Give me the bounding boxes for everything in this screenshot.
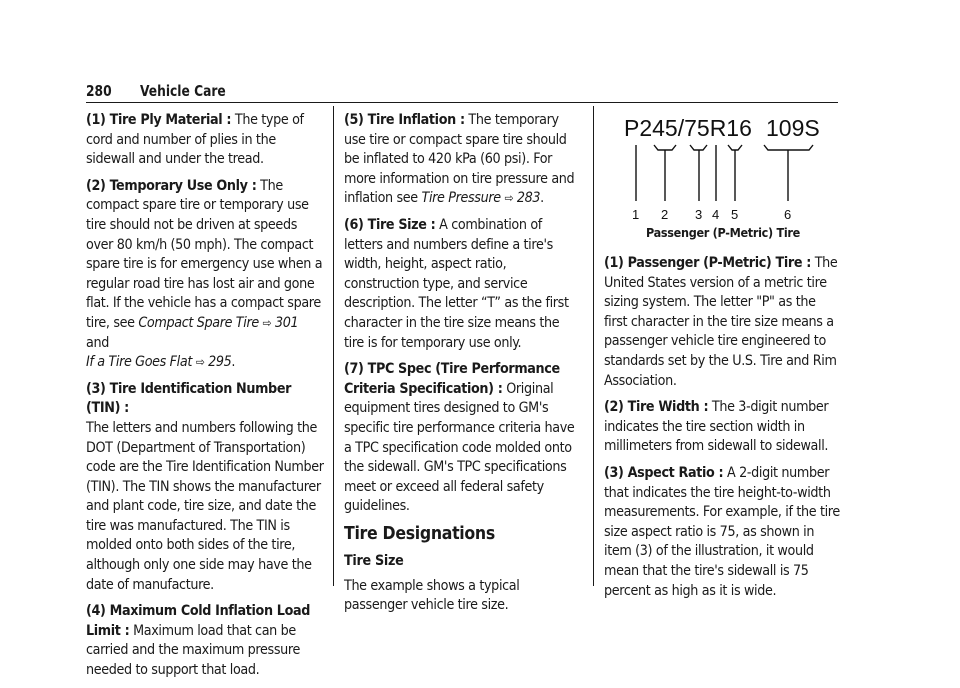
column-divider-1 xyxy=(333,106,334,586)
item-tin: (3) Tire Identification Number (TIN) : The letters and numbers following the DOT (Department of Transportation) code are the Tire Identification Number (TIN). The TIN shows the manufacturer and plant code, tire size, and date the tire was manufactured. The TIN is molded onto both sides of the tire, although only one side may have the date of manufacture. xyxy=(86,380,324,593)
item-aspect-ratio: (3) Aspect Ratio : A 2-digit number that indicates the tire height-to-width measurements. For example, if the tire size aspect ratio is 75, as shown in item (3) of the illustration, it would mean that the tire's sidewall is 75 percent as high as it is wide. xyxy=(604,464,840,599)
header-rule xyxy=(86,102,838,103)
arrow-right-icon: ⇨ xyxy=(504,191,514,206)
item-temporary-use-only: (2) Temporary Use Only : The compact spare tire or temporary use tire should not be driven at speeds over 80 km/h (50 mph). The compact spare tire is for emergency use when a regular road tire has lost air and gone flat. If the vehicle has a compact spare tire, see Compact Spare Tire ⇨ 301 and If a Tire Goes Flat ⇨ 295. xyxy=(86,177,323,371)
column-left xyxy=(86,111,324,688)
section-heading: Tire Designations xyxy=(344,523,495,544)
callout-5: 5 xyxy=(731,207,739,222)
page-header xyxy=(86,82,838,104)
item-passenger-p-metric: (1) Passenger (P-Metric) Tire : The United States version of a metric tire sizing system. The letter "P" as the first character in the tire size means a passenger vehicle tire engineered to standards set by the U.S. Tire and Rim Association. xyxy=(604,255,838,389)
link-tire-pressure[interactable]: Tire Pressure xyxy=(421,190,501,207)
page-ref-283[interactable]: 283 xyxy=(513,190,541,207)
load-speed-code: 109S xyxy=(766,115,820,141)
tire-size-code: P245/75R16 xyxy=(624,115,752,141)
arrow-right-icon: ⇨ xyxy=(195,355,205,370)
section-title: Vehicle Care xyxy=(140,82,226,100)
callout-6: 6 xyxy=(784,207,792,222)
arrow-right-icon: ⇨ xyxy=(262,315,272,330)
item-tire-size: (6) Tire Size : A combination of letters and numbers define a tire's width, height, aspect ratio, construction type, and service description. The letter “T” as the first character in the tire size means the tire is for temporary use only. xyxy=(344,216,569,351)
item-tire-inflation: (5) Tire Inflation : The temporary use tire or compact spare tire should be inflated to 420 kPa (60 psi). For more information on tire pressure and inflation see Tire Pressure ⇨ 283. xyxy=(344,112,575,207)
tire-size-illustration xyxy=(604,113,842,225)
link-compact-spare-tire[interactable]: Compact Spare Tire xyxy=(138,314,259,331)
tire-size-intro: The example shows a typical passenger vehicle tire size. xyxy=(344,577,520,614)
item-tire-width: (2) Tire Width : The 3-digit number indicates the tire section width in millimeters from sidewall to sidewall. xyxy=(604,399,829,455)
page-ref-295[interactable]: 295 xyxy=(204,354,232,371)
callout-3: 3 xyxy=(695,207,703,222)
column-right xyxy=(604,111,842,608)
callout-1: 1 xyxy=(632,207,640,222)
callout-2: 2 xyxy=(661,207,669,222)
subsection-heading: Tire Size xyxy=(344,552,404,569)
item-max-cold-inflation: (4) Maximum Cold Inflation Load Limit : Maximum load that can be carried and the maximum pressure needed to support that load. xyxy=(86,603,311,679)
callout-lines xyxy=(636,145,813,201)
item-tire-ply-material: (1) Tire Ply Material : The type of cord and number of plies in the sidewall and under the tread. xyxy=(86,112,304,168)
column-divider-2 xyxy=(593,106,594,586)
page-ref-301[interactable]: 301 xyxy=(271,314,299,331)
column-middle xyxy=(344,111,582,623)
link-if-a-tire-goes-flat[interactable]: If a Tire Goes Flat xyxy=(86,354,192,371)
item-tpc-spec: (7) TPC Spec (Tire Performance Criteria Specification) : Original equipment tires designed to GM's specific tire performance criteria have a TPC specification code molded onto the sidewall. GM's TPC specifications meet or exceed all federal safety guidelines. xyxy=(344,361,575,515)
tire-size-diagram xyxy=(604,113,842,225)
figure-caption: Passenger (P-Metric) Tire xyxy=(645,225,800,240)
page-number: 280 xyxy=(86,82,112,100)
callout-4: 4 xyxy=(712,207,720,222)
